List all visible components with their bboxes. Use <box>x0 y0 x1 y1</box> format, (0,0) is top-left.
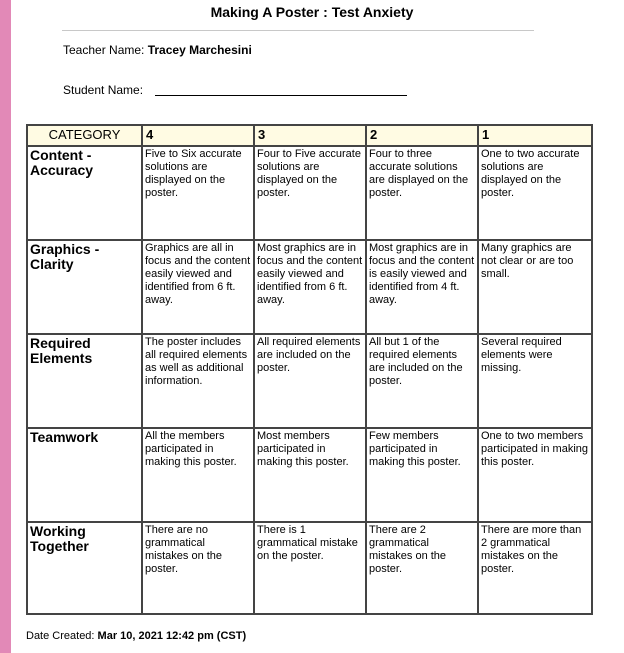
table-row <box>27 146 592 240</box>
header-cell-4: 4 <box>142 125 254 146</box>
header-cell-category: CATEGORY <box>27 125 142 146</box>
row-category: Graphics - Clarity <box>27 240 142 334</box>
table-cell: One to two accurate solutions are displayed on the poster. <box>478 146 592 240</box>
teacher-line <box>63 43 252 57</box>
table-cell: Few members participated in making this poster. <box>366 428 478 522</box>
side-accent-bar <box>0 0 11 653</box>
table-cell: All required elements are included on the poster. <box>254 334 366 428</box>
header-cell-2: 2 <box>366 125 478 146</box>
table-cell: The poster includes all required elements as well as additional information. <box>142 334 254 428</box>
table-cell: There are more than 2 grammatical mistakes on the poster. <box>478 522 592 614</box>
table-cell: Most members participated in making this poster. <box>254 428 366 522</box>
title-divider <box>62 30 534 31</box>
row-category: Content - Accuracy <box>27 146 142 240</box>
table-cell: There are no grammatical mistakes on the poster. <box>142 522 254 614</box>
table-cell: Many graphics are not clear or are too small. <box>478 240 592 334</box>
page-title: Making A Poster : Test Anxiety <box>210 4 414 20</box>
table-cell: Four to Five accurate solutions are displayed on the poster. <box>254 146 366 240</box>
table-cell: Several required elements were missing. <box>478 334 592 428</box>
table-row <box>27 522 592 614</box>
table-cell: There are 2 grammatical mistakes on the poster. <box>366 522 478 614</box>
table-row <box>27 240 592 334</box>
table-cell: All the members participated in making this poster. <box>142 428 254 522</box>
teacher-name: Tracey Marchesini <box>147 43 252 57</box>
table-cell: Four to three accurate solutions are displayed on the poster. <box>366 146 478 240</box>
row-category: Required Elements <box>27 334 142 428</box>
date-label: Date Created: <box>26 630 95 642</box>
table-cell: Most graphics are in focus and the content is easily viewed and identified from 4 ft. away. <box>366 240 478 334</box>
table-cell: Five to Six accurate solutions are displayed on the poster. <box>142 146 254 240</box>
header-cell-1: 1 <box>478 125 592 146</box>
header-row <box>27 125 592 146</box>
rubric-table <box>26 124 593 615</box>
table-row <box>27 428 592 522</box>
date-created <box>26 630 246 642</box>
date-value: Mar 10, 2021 12:42 pm (CST) <box>97 630 247 642</box>
row-category: Working Together <box>27 522 142 614</box>
table-cell: Most graphics are in focus and the content easily viewed and identified from 6 ft. away. <box>254 240 366 334</box>
header-cell-3: 3 <box>254 125 366 146</box>
teacher-label: Teacher Name: <box>63 43 145 57</box>
table-cell: All but 1 of the required elements are included on the poster. <box>366 334 478 428</box>
table-cell: Graphics are all in focus and the content easily viewed and identified from 6 ft. away. <box>142 240 254 334</box>
table-cell: One to two members participated in making this poster. <box>478 428 592 522</box>
table-cell: There is 1 grammatical mistake on the poster. <box>254 522 366 614</box>
row-category: Teamwork <box>27 428 142 522</box>
table-row <box>27 334 592 428</box>
student-name-blank <box>155 95 407 96</box>
student-label: Student Name: <box>63 83 144 97</box>
